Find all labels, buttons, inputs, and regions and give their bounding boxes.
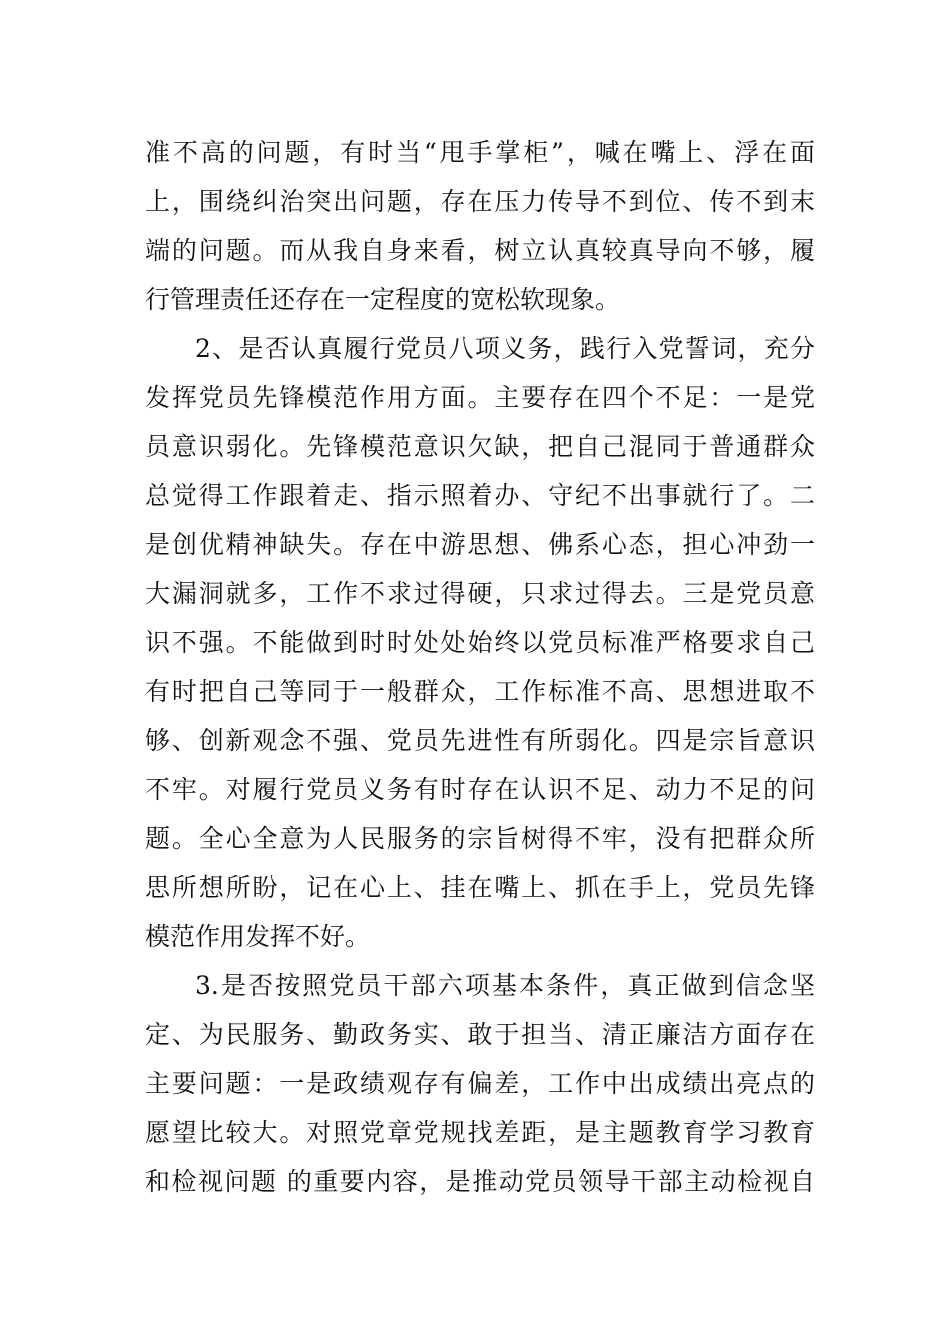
- text-line: 员意识弱化。先锋模范意识欠缺，把自己混同于普通群众: [145, 432, 815, 461]
- body-text: [145, 128, 815, 1206]
- text-line: 3.是否按照党员干部六项基本条件，真正做到信念坚: [195, 971, 815, 1000]
- text-line: 和检视问题 的重要内容，是推动党员领导干部主动检视自: [145, 1167, 815, 1196]
- text-line: 模范作用发挥不好。: [145, 922, 371, 951]
- text-line: 发挥党员先锋模范作用方面。主要存在四个不足：一是党: [145, 383, 815, 412]
- text-line: 总觉得工作跟着走、指示照着办、守纪不出事就行了。二: [145, 481, 815, 510]
- text-line: 主要问题：一是政绩观存有偏差，工作中出成绩出亮点的: [145, 1069, 815, 1098]
- text-line: 是创优精神缺失。存在中游思想、佛系心态，担心冲劲一: [145, 530, 815, 559]
- text-line: 够、创新观念不强、党员先进性有所弱化。四是宗旨意识: [145, 726, 815, 755]
- text-line: 不牢。对履行党员义务有时存在认识不足、动力不足的问: [145, 775, 815, 804]
- text-line: 行管理责任还存在一定程度的宽松软现象。: [145, 285, 621, 314]
- text-line: 思所想所盼，记在心上、挂在嘴上、抓在手上，党员先锋: [145, 873, 815, 902]
- text-line: 题。全心全意为人民服务的宗旨树得不牢，没有把群众所: [145, 824, 815, 853]
- text-line: 定、为民服务、勤政务实、敢于担当、清正廉洁方面存在: [145, 1020, 815, 1049]
- text-line: 准不高的问题，有时当“甩手掌柜”，喊在嘴上、浮在面: [145, 138, 815, 167]
- text-line: 识不强。不能做到时时处处始终以党员标准严格要求自己: [145, 628, 815, 657]
- text-line: 端的问题。而从我自身来看，树立认真较真导向不够，履: [145, 236, 815, 265]
- text-line: 愿望比较大。对照党章党规找差距，是主题教育学习教育: [145, 1118, 815, 1147]
- text-line: 上，围绕纠治突出问题，存在压力传导不到位、传不到末: [145, 187, 815, 216]
- text-line: 有时把自己等同于一般群众，工作标准不高、思想进取不: [145, 677, 815, 706]
- text-line: 大漏洞就多，工作不求过得硬，只求过得去。三是党员意: [145, 579, 815, 608]
- text-line: 2、是否认真履行党员八项义务，践行入党誓词，充分: [195, 334, 815, 363]
